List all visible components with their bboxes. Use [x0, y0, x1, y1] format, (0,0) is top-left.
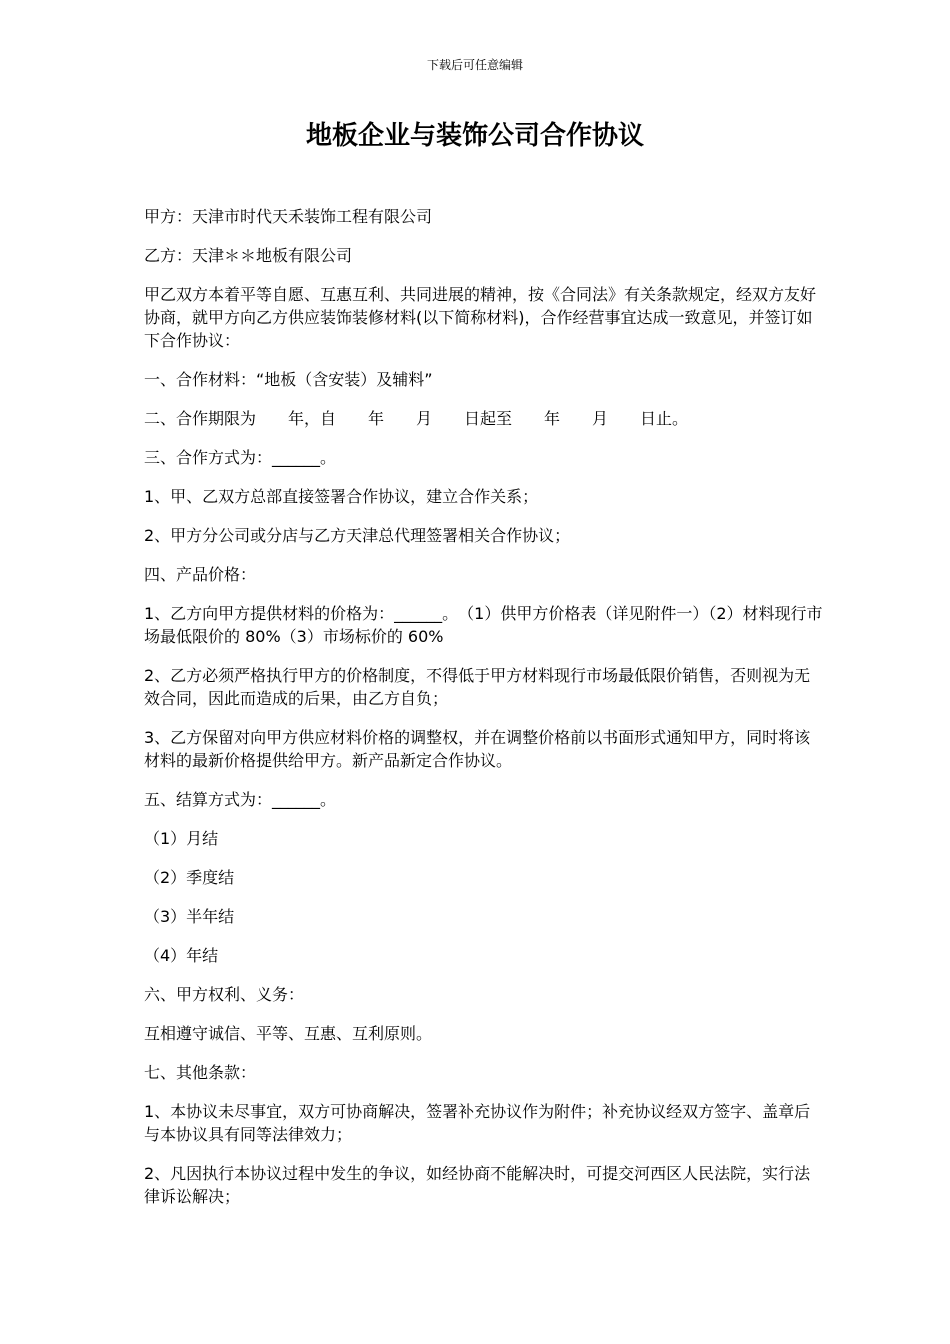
party-b-line: 乙方：天津＊＊地板有限公司	[144, 246, 353, 265]
settlement-option-3: （3）半年结	[144, 907, 235, 926]
clause-3-cooperation-mode: 三、合作方式为：______。	[144, 448, 337, 467]
clause-6-text: 互相遵守诚信、平等、互惠、互利原则。	[144, 1024, 433, 1043]
clause-3-item-2: 2、甲方分公司或分店与乙方天津总代理签署相关合作协议；	[144, 526, 571, 545]
clause-2-term: 二、合作期限为 年，自 年 月 日起至 年 月 日止。	[144, 409, 689, 428]
clause-3-item-1: 1、甲、乙双方总部直接签署合作协议，建立合作关系；	[144, 487, 539, 506]
clause-4-price-heading: 四、产品价格：	[144, 565, 257, 584]
document-body	[144, 205, 824, 1224]
settlement-option-4: （4）年结	[144, 946, 219, 965]
document-title: 地板企业与装饰公司合作协议	[305, 121, 644, 151]
header-note: 下载后可任意编辑	[426, 58, 523, 72]
clause-1-materials: 一、合作材料：“地板（含安装）及辅料”	[144, 370, 433, 389]
clause-6-heading: 六、甲方权利、义务：	[144, 985, 305, 1004]
clause-7-item-2: 2、凡因执行本协议过程中发生的争议，如经协商不能解决时，可提交河西区人民法院，实行法律诉讼解决；	[144, 1164, 811, 1206]
clause-4-item-3: 3、乙方保留对向甲方供应材料价格的调整权，并在调整价格前以书面形式通知甲方，同时将该材料的最新价格提供给甲方。新产品新定合作协议。	[144, 728, 811, 770]
settlement-option-1: （1）月结	[144, 829, 219, 848]
clause-4-item-2: 2、乙方必须严格执行甲方的价格制度，不得低于甲方材料现行市场最低限价销售，否则视为无效合同，因此而造成的后果，由乙方自负；	[144, 666, 811, 708]
clause-7-item-1: 1、本协议未尽事宜，双方可协商解决，签署补充协议作为附件；补充协议经双方签字、盖章后与本协议具有同等法律效力；	[144, 1102, 811, 1144]
clause-7-heading: 七、其他条款：	[144, 1063, 257, 1082]
party-a-line: 甲方：天津市时代天禾装饰工程有限公司	[144, 207, 433, 226]
clause-4-item-1: 1、乙方向甲方提供材料的价格为：______。 （1）供甲方价格表（详见附件一）（2）材料现行市场最低限价的 80%（3）市场标价的 60%	[144, 604, 823, 646]
preamble-paragraph: 甲乙双方本着平等自愿、互惠互利、共同进展的精神，按《合同法》有关条款规定，经双方友好协商，就甲方向乙方供应装饰装修材料(以下简称材料)，合作经营事宜达成一致意见，并签订如下合作协议：	[144, 285, 817, 350]
clause-5-settlement: 五、结算方式为：______。	[144, 790, 337, 809]
settlement-option-2: （2）季度结	[144, 868, 235, 887]
